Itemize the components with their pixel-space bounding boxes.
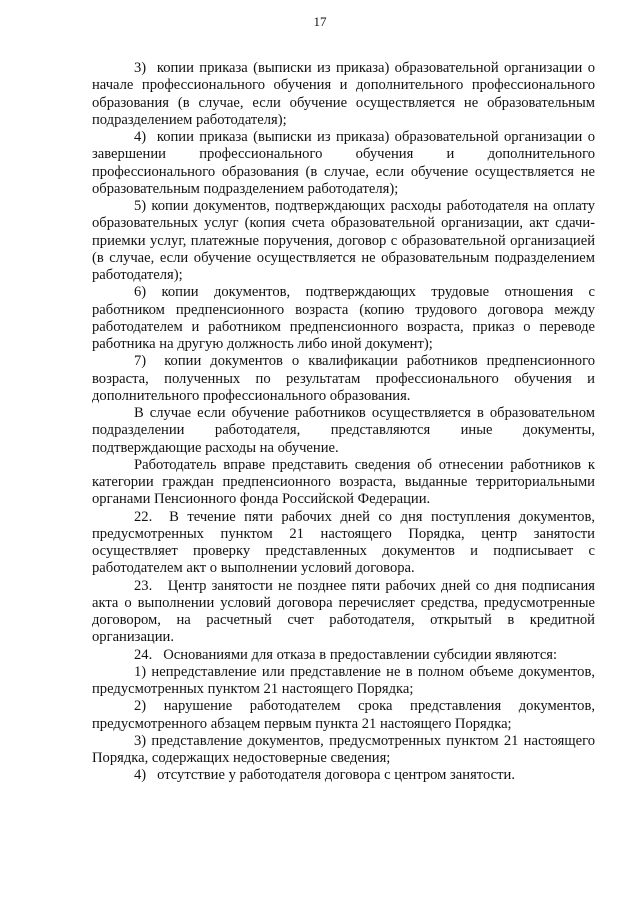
paragraph: 4) копии приказа (выписки из приказа) образовательной организации о завершении профессионального обучения и дополнительного профессионального образования (в случае, если обучение осуществляется не образовательным подразделением работодателя); [92, 129, 595, 197]
page-number: 17 [313, 14, 327, 29]
paragraph: 5) копии документов, подтверждающих расходы работодателя на оплату образовательных услуг (копия счета образовательной организации, акт сдачи-приемки услуг, платежные поручения, договор с образовательной организацией (в случае, если обучение осуществляется не образовательным подразделением работодателя); [92, 198, 595, 283]
paragraph: 22. В течение пяти рабочих дней со дня поступления документов, предусмотренных пунктом 21 настоящего Порядка, центр занятости осуществляет проверку представленных документов и подписывает с работодателем акт о выполнении условий договора. [92, 508, 595, 577]
paragraph: 2) нарушение работодателем срока представления документов, предусмотренного абзацем первым пункта 21 настоящего Порядка; [92, 698, 595, 732]
paragraph: 7) копии документов о квалификации работников предпенсионного возраста, полученных по результатам профессионального обучения и дополнительного профессионального образования. [92, 353, 595, 404]
paragraph: 24. Основаниями для отказа в предоставлении субсидии являются: [134, 646, 558, 663]
paragraph: 3) представление документов, предусмотренных пунктом 21 настоящего Порядка, содержащих недостоверные сведения; [92, 732, 595, 766]
paragraph: Работодатель вправе представить сведения об отнесении работников к категории граждан предпенсионного возраста, выданные территориальными органами Пенсионного фонда Российской Федерации. [92, 456, 595, 508]
paragraph: В случае если обучение работников осуществляется в образовательном подразделении работодателя, представляются иные документы, подтверждающие расходы на обучение. [92, 405, 595, 456]
paragraph: 23. Центр занятости не позднее пяти рабочих дней со дня подписания акта о выполнении условий договора перечисляет средства, предусмотренные договором, на расчетный счет работодателя, открытый в кредитной организации. [92, 577, 595, 646]
paragraph: 6) копии документов, подтверждающих трудовые отношения с работником предпенсионного возраста (копию трудового договора между работодателем и работником предпенсионного возраста, приказ о переводе работника на другую должность либо иной документ); [92, 284, 595, 352]
paragraph: 4) отсутствие у работодателя договора с центром занятости. [134, 767, 515, 784]
paragraph: 1) непредставление или представление не в полном объеме документов, предусмотренных пунктом 21 настоящего Порядка; [92, 663, 595, 697]
document-body [92, 60, 595, 785]
paragraph: 3) копии приказа (выписки из приказа) образовательной организации о начале профессионального обучения и дополнительного профессионального образования (в случае, если обучение осуществляется не образовательным подразделением работодателя); [92, 60, 595, 128]
